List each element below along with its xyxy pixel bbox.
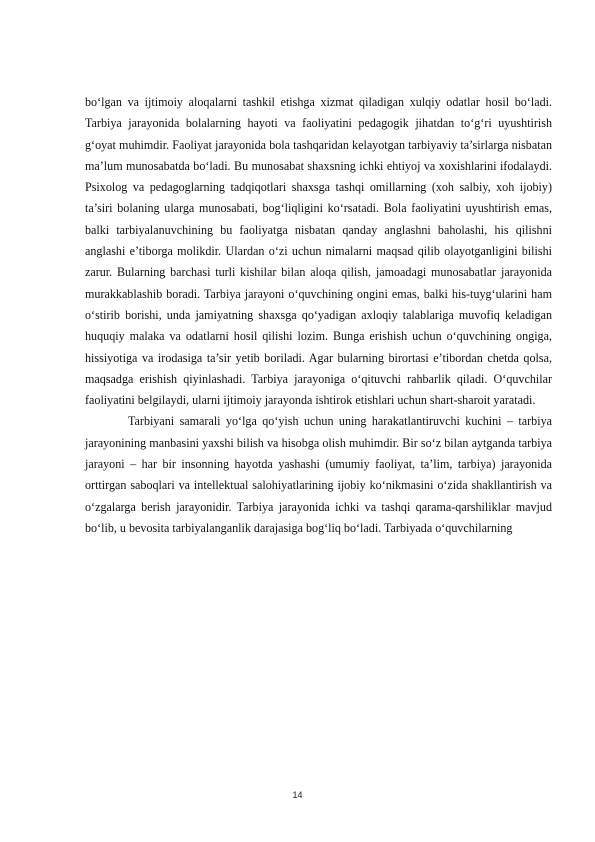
page-number: 14 bbox=[292, 790, 303, 800]
body-paragraph: bo‘lgan va ijtimoiy aloqalarni tashkil etishga xizmat qiladigan xulqiy odatlar hosil bo‘ladi. Tarbiya jarayonida bolalarning hayoti va faoliyatini pedagogik jihatdan to‘g‘ri uyushtirish g‘oyat muhimdir. Faoliyat jarayonida bola tashqaridan kelayotgan tarbiyaviy ta’sirlarga nisbatan ma’lum munosabatda bo‘ladi. Bu munosabat shaxsning ichki ehtiyoj va xoxishlarini ifodalaydi. Psixolog va pedagoglarning tadqiqotlari shaxsga tashqi omillarning (xoh salbiy, xoh ijobiy) ta’siri bolaning ularga munosabati, bog‘liqligini ko‘rsatadi. Bola faoliyatini uyushtirish emas, balki tarbiyalanuvchining bu faoliyatga nisbatan qanday anglashni baholashi, his qilishni anglashi e’tiborga molikdir. Ulardan o‘zi uchun nimalarni maqsad qilib olayotganligini bilishi zarur. Bularning barchasi turli kishilar bilan aloqa qilish, jamoadagi munosabatlar jarayonida murakkablashib boradi. Tarbiya jarayoni o‘quvchining ongini emas, balki his-tuyg‘ularini ham o‘stirib borishi, unda jamiyatning shaxsga qo‘yadigan axloqiy talablariga muvofiq keladigan huquqiy malaka va odatlarni hosil qilishi lozim. Bunga erishish uchun o‘quvchining ongiga, hissiyotiga va irodasiga ta’sir yetib boriladi. Agar bularning birortasi e’tibordan chetda qolsa, maqsadga erishish qiyinlashadi. Tarbiya jarayoniga o‘qituvchi rahbarlik qiladi. O‘quvchilar faoliyatini belgilaydi, ularni ijtimoiy jarayonda ishtirok etishlari uchun shart-sharoit yaratadi. bbox=[85, 95, 552, 408]
page-body bbox=[85, 92, 552, 539]
body-paragraph: Tarbiyani samarali yo‘lga qo‘yish uchun uning harakatlantiruvchi kuchini – tarbiya jarayonining manbasini yaxshi bilish va hisobga olish muhimdir. Bir so‘z bilan aytganda tarbiya jarayoni – har bir insonning hayotda yashashi (umumiy faoliyat, ta’lim, tarbiya) jarayonida orttirgan saboqlari va intellektual salohiyatlarining ijobiy ko‘nikmasini o‘zida shakllantirish va o‘zgalarga berish jarayonidir. Tarbiya jarayonida ichki va tashqi qarama-qarshiliklar mavjud bo‘lib, u bevosita tarbiyalanganlik darajasiga bog‘liq bo‘ladi. Tarbiyada o‘quvchilarning bbox=[85, 414, 552, 535]
